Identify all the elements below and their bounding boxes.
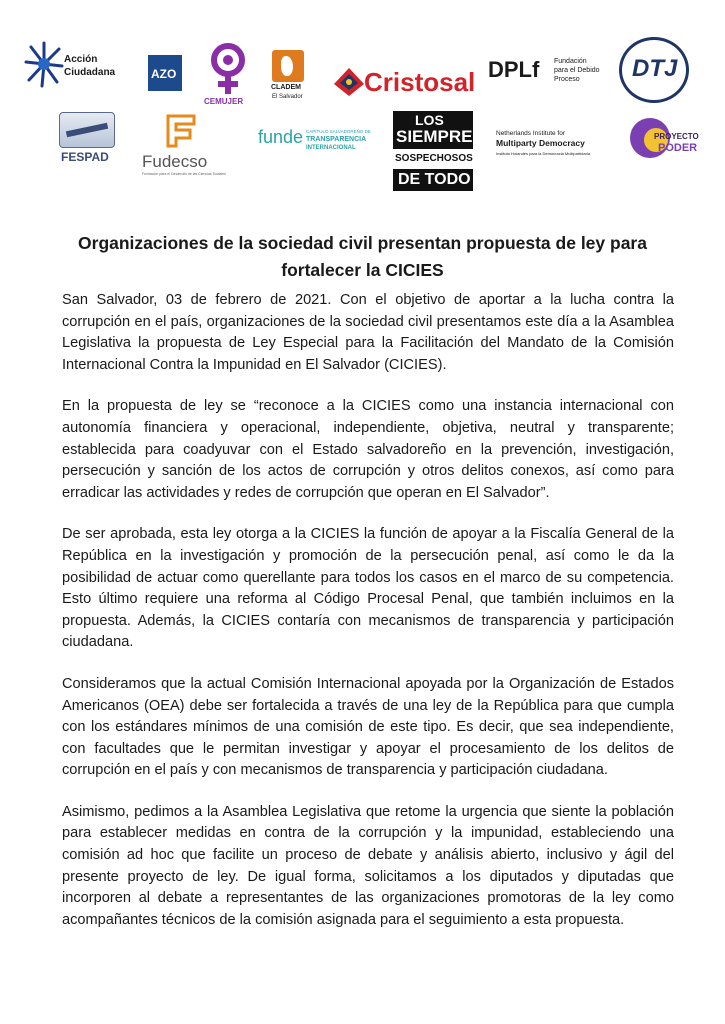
logo-accion-ciudadana	[24, 40, 124, 90]
accion-ciudadana-line1: Acción	[64, 54, 98, 65]
paragraph-1: San Salvador, 03 de febrero de 2021. Con el objetivo de aportar a la lucha contra la corrupción en el país, organizaciones de la sociedad civil presentamos este día a la Asamblea Legislativa la propuesta de Ley Especial para la Facilitación del Mandato de la Comisión Internacional Contra la Impunidad en El Salvador (CICIES).	[62, 292, 674, 373]
fespad-text: FESPAD	[61, 150, 109, 164]
logo-cristosal	[332, 65, 476, 101]
los-siempre-line1: LOS	[415, 112, 444, 128]
logo-fespad	[53, 112, 119, 167]
logo-los-siempre	[393, 111, 473, 191]
azo-text: AZO	[151, 67, 177, 81]
proyecto-poder-line1: PROYECTO	[654, 132, 699, 141]
accion-ciudadana-line2: Ciudadana	[64, 67, 116, 78]
nimd-top: Netherlands Institute for	[496, 130, 566, 137]
los-siempre-line4: DE TODO	[398, 171, 471, 188]
dplf-line1: Fundación	[554, 58, 587, 65]
paragraph-4: Consideramos que la actual Comisión Internacional apoyada por la Organización de Estados Americanos (OEA) debe ser fortalecida a través de una ley de la República para que cumpla con los estándares mínimos de una comisión de este tipo. Es decir, que sea independiente, con facultades que le permitan investigar y apoyar el procesamiento de los delitos de corrupción en el país y con mecanismos de transparencia y participación ciudadana.	[62, 675, 674, 779]
logo-fudecso	[140, 112, 226, 182]
funde-tag1: CAPÍTULO SALVADOREÑO DE	[306, 129, 371, 134]
los-siempre-line3: SOSPECHOSOS	[395, 153, 473, 164]
fespad-icon	[59, 112, 115, 148]
funde-tag3: INTERNACIONAL	[306, 145, 356, 151]
dplf-mark: DPLf	[488, 57, 540, 82]
accion-ciudadana-icon	[24, 40, 64, 88]
cladem-line2: El Salvador	[272, 94, 303, 100]
paragraph-5: Asimismo, pedimos a la Asamblea Legislativa que retome la urgencia que siente la población para establecer medidas en contra de la corrupción y la impunidad, estableciendo una comisión ad hoc que facilite un proceso de debate y análisis abierto, inclusivo y ágil del presente proyecto de ley. De igual forma, solicitamos a los diputados y diputadas que incorporen al debate a representantes de las organizaciones promotoras de la ley como acompañantes técnicos de la comisión asignada para el seguimiento a esta propuesta.	[62, 803, 674, 928]
document-title	[40, 230, 685, 284]
paragraph-3: De ser aprobada, esta ley otorga a la CICIES la función de apoyar a la Fiscalía General de la República en la investigación y promoción de la persecución penal, así como le da la posibilidad de actuar como querellante para todos los casos en el marco de su competencia. Esto último requiere una reforma al Código Procesal Penal, que también incluimos en la propuesta. Además, la CICIES contaría con mecanismos de transparencia y participación ciudadana.	[62, 526, 674, 651]
logo-azo	[148, 55, 182, 91]
logo-dtj	[617, 35, 691, 103]
dplf-line2: para el Debido	[554, 67, 600, 74]
logo-funde	[258, 125, 372, 167]
proyecto-poder-line2: PODER	[658, 142, 698, 154]
dplf-line3: Proceso	[554, 76, 580, 83]
funde-tag2: TRANSPARENCIA	[306, 136, 367, 143]
logo-cemujer	[203, 42, 253, 108]
cemujer-icon	[203, 42, 253, 96]
fudecso-tagline: Fundación para el Desarrollo de las Ciencias Sociales	[142, 172, 226, 176]
dtj-text: DTJ	[632, 55, 678, 82]
logo-cladem	[270, 50, 310, 106]
paragraph-2: En la propuesta de ley se “reconoce a la CICIES como una instancia internacional con autonomía financiera y operacional, independiente, objetiva, neutral y transparente; establecida para coadyuvar con el Estado salvadoreño en la prevención, investigación, persecución y sanción de los actos de corrupción y otros delitos conexos, así como para erradicar las actividades y redes de corrupción que operan en El Salvador”.	[62, 398, 674, 501]
title-line-2: fortalecer la CICIES	[281, 260, 444, 280]
nimd-sub: Instituto Holandés para la Democracia Multipartidaria	[496, 151, 591, 156]
logo-dplf	[488, 55, 608, 91]
fudecso-text: Fudecso	[142, 152, 208, 171]
cemujer-text: CEMUJER	[204, 97, 244, 106]
funde-text: funde	[258, 127, 304, 147]
cristosal-text: Cristosal	[364, 67, 476, 97]
nimd-main: Multiparty Democracy	[496, 138, 585, 148]
fudecso-icon	[164, 112, 198, 148]
cristosal-icon	[332, 66, 366, 98]
logo-nimd	[496, 130, 616, 162]
los-siempre-line2: SIEMPRE	[396, 127, 473, 146]
cladem-line1: CLADEM	[271, 84, 301, 91]
title-line-1: Organizaciones de la sociedad civil presentan propuesta de ley para	[78, 233, 647, 253]
logo-proyecto-poder	[630, 118, 699, 170]
cladem-icon	[272, 50, 304, 82]
document-body	[62, 290, 674, 951]
